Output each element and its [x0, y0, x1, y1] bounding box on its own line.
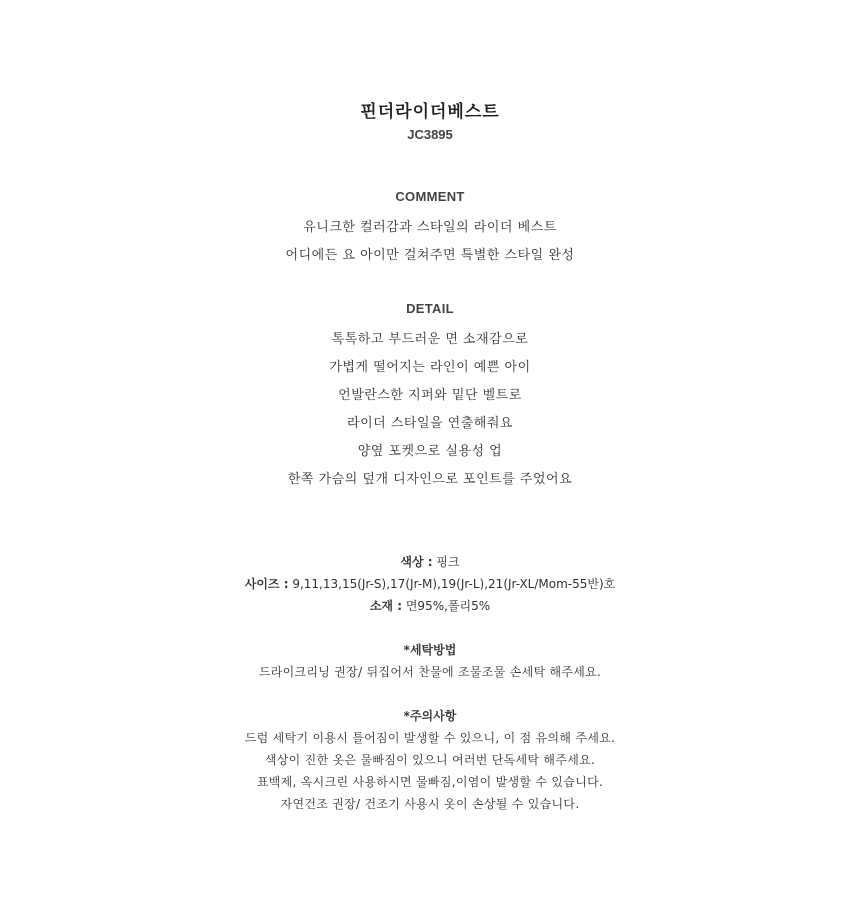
comment-line: 유니크한 컬러감과 스타일의 라이더 베스트 [303, 220, 557, 235]
caution-line: 드럼 세탁기 이용시 틀어짐이 발생할 수 있으니, 이 점 유의해 주세요. [244, 731, 616, 745]
washing-heading: *세탁방법 [403, 643, 457, 657]
spec-material [0, 597, 860, 614]
caution-heading: *주의사항 [403, 709, 457, 723]
caution-line: 자연건조 권장/ 건조기 사용시 옷이 손상될 수 있습니다. [280, 797, 580, 811]
detail-line: 언발란스한 지퍼와 밑단 벨트로 [338, 388, 522, 403]
spec-material-value: 면95%,폴리5% [405, 599, 491, 613]
detail-line: 라이더 스타일을 연출해줘요 [347, 416, 513, 431]
product-title: 핀더라이더베스트 [360, 102, 500, 122]
spec-material-label: 소재 : [369, 599, 403, 613]
spec-size-label: 사이즈 : [244, 577, 289, 591]
product-code: JC3895 [407, 127, 453, 142]
detail-line: 양옆 포켓으로 실용성 업 [357, 444, 503, 459]
spec-color [0, 553, 860, 570]
detail-heading: DETAIL [406, 301, 454, 316]
spec-color-label: 색상 : [400, 555, 433, 569]
detail-line: 한쪽 가슴의 덮개 디자인으로 포인트를 주었어요 [287, 472, 573, 487]
washing-line: 드라이크리닝 권장/ 뒤집어서 찬물에 조물조물 손세탁 해주세요. [258, 665, 602, 679]
detail-line: 가볍게 떨어지는 라인이 예쁜 아이 [329, 360, 531, 375]
spec-size [0, 575, 860, 592]
caution-line: 표백제, 옥시크린 사용하시면 물빠짐,이염이 발생할 수 있습니다. [256, 775, 604, 789]
spec-size-value: 9,11,13,15(Jr-S),17(Jr-M),19(Jr-L),21(Jr-XL/Mom-55반)호 [292, 577, 616, 591]
comment-heading: COMMENT [395, 189, 465, 204]
spec-color-value: 핑크 [436, 555, 460, 569]
comment-line: 어디에든 요 아이만 걸쳐주면 특별한 스타일 완성 [285, 248, 575, 263]
detail-line: 톡톡하고 부드러운 면 소재감으로 [331, 332, 529, 347]
caution-line: 색상이 진한 옷은 물빠짐이 있으니 여러번 단독세탁 해주세요. [264, 753, 596, 767]
